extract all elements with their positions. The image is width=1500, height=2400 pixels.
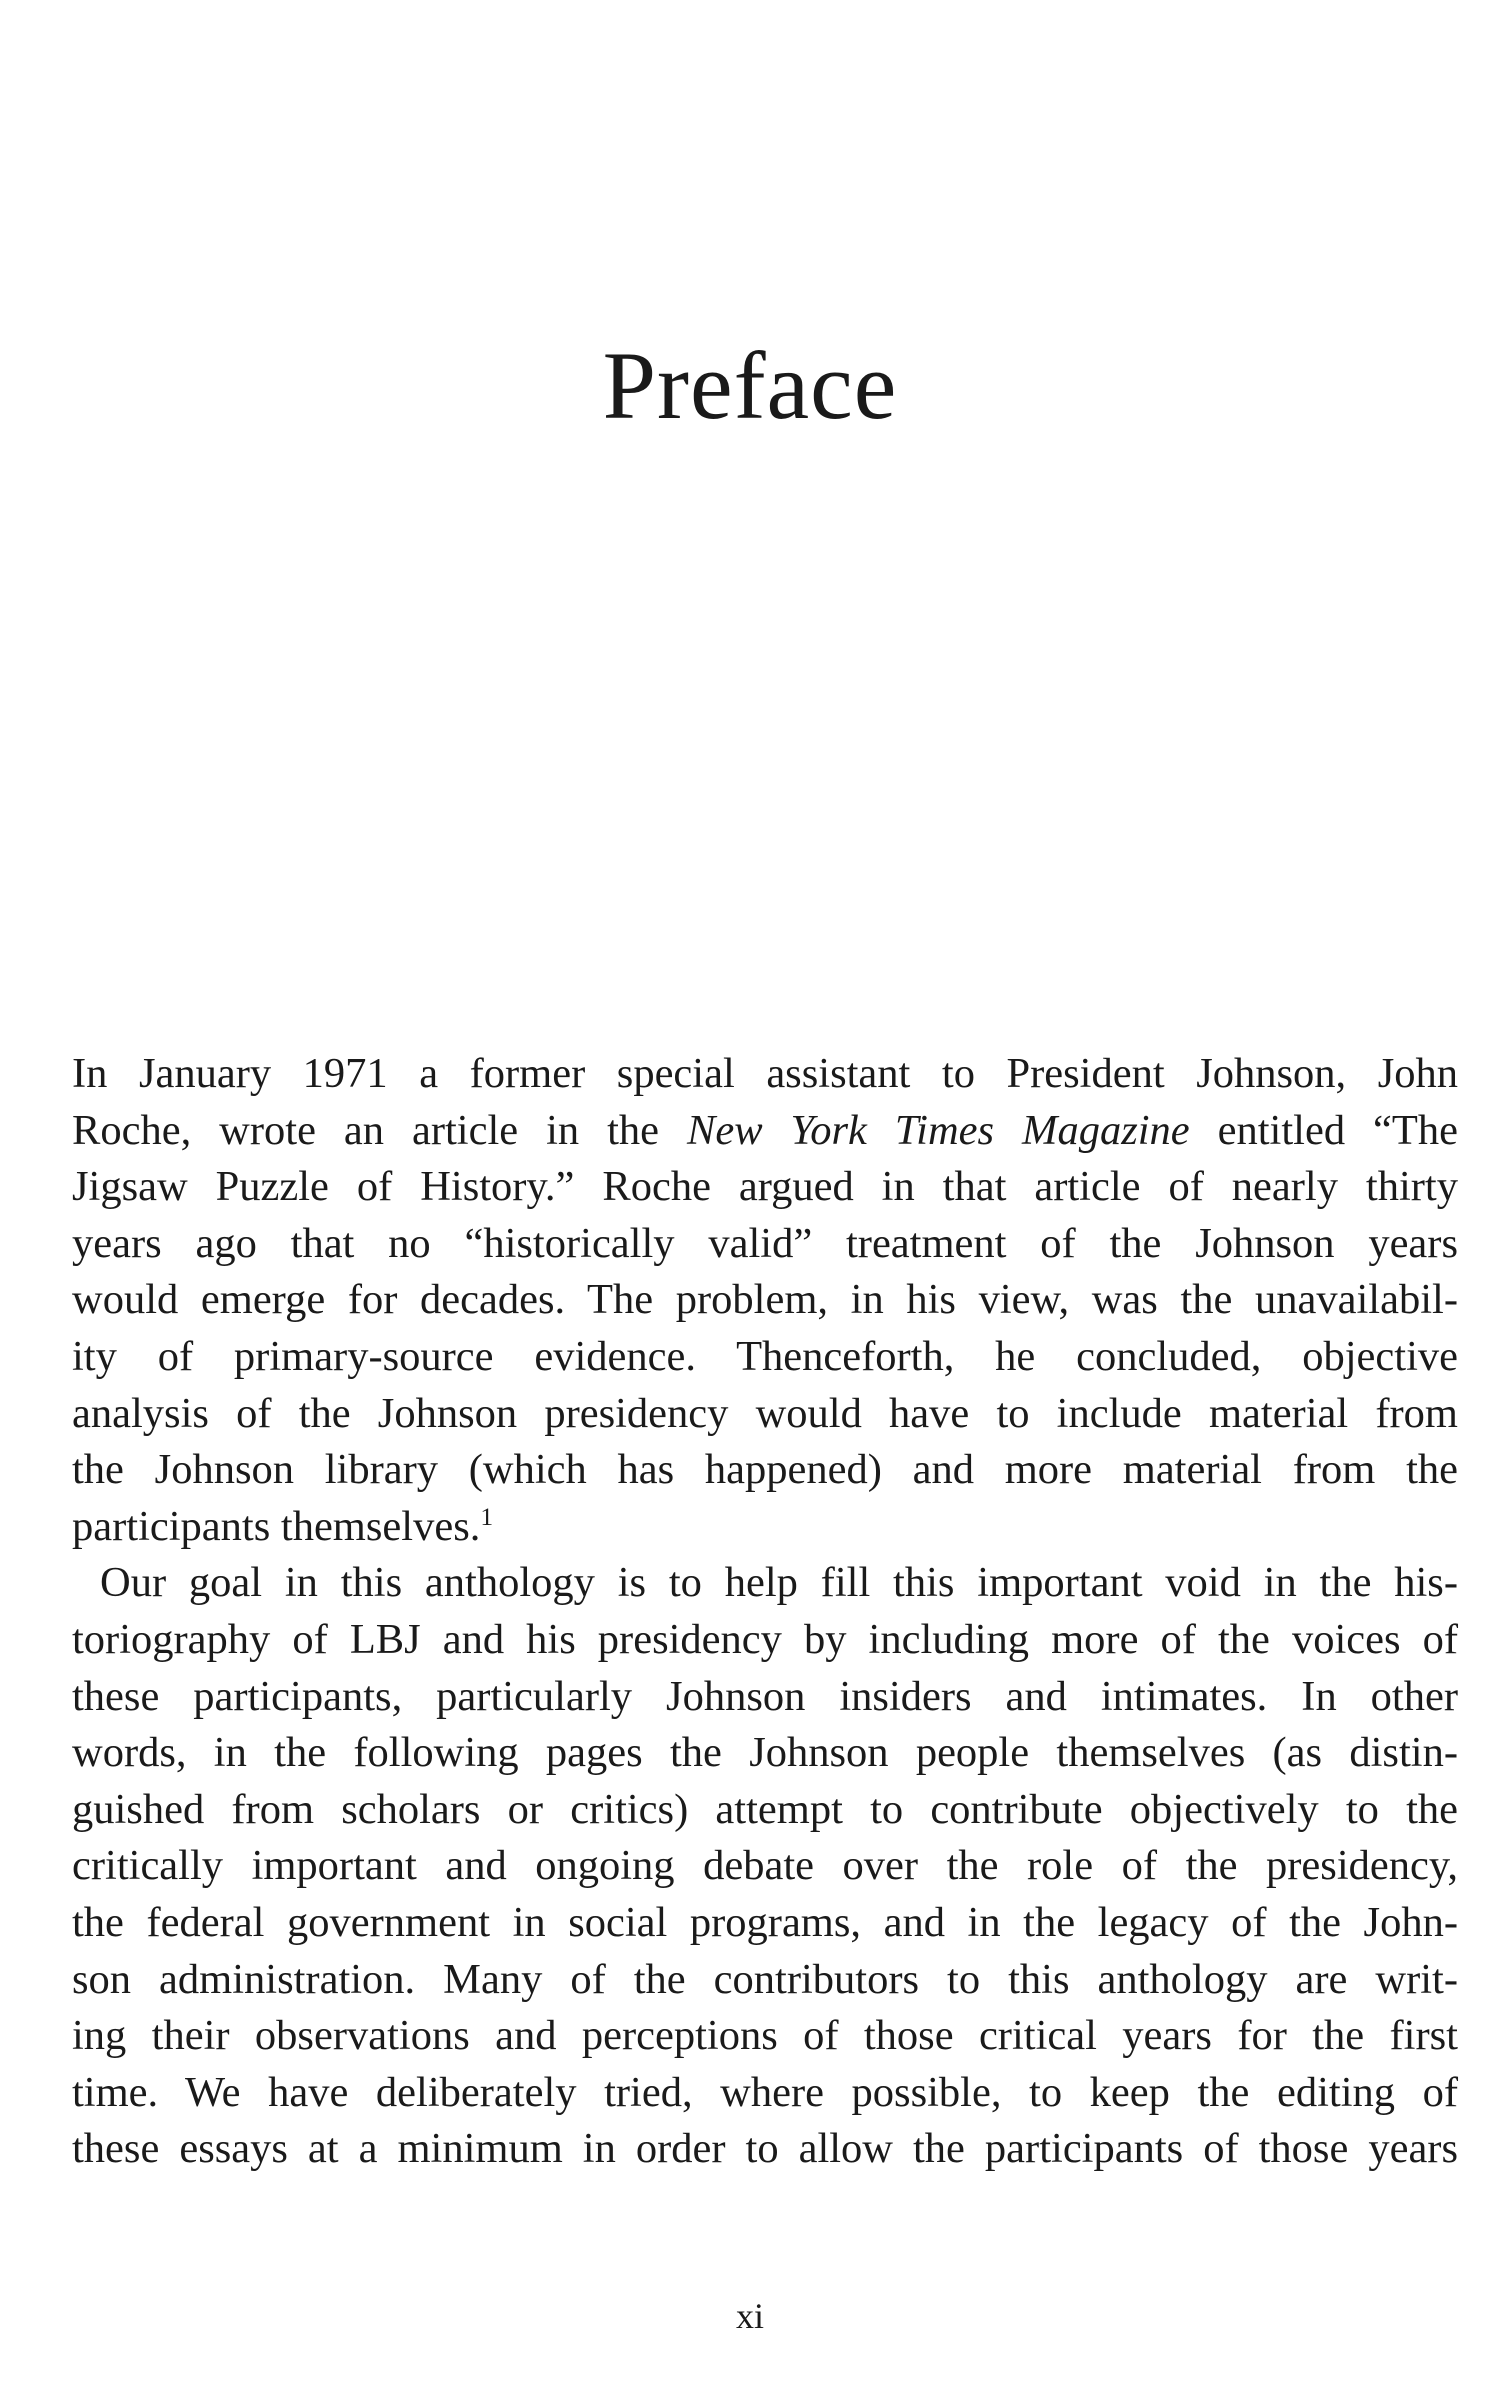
- text-line: Our goal in this anthology is to help fill this important void in the his-: [100, 1559, 1458, 1607]
- text-line: the Johnson library (which has happened) and more material from the: [72, 1446, 1458, 1494]
- text-line: critically important and ongoing debate over the role of the presidency,: [72, 1842, 1458, 1890]
- text-line: words, in the following pages the Johnson people themselves (as distin-: [72, 1729, 1458, 1777]
- text-line: analysis of the Johnson presidency would have to include material from: [72, 1389, 1458, 1437]
- text-line: Jigsaw Puzzle of History.” Roche argued in that article of nearly thirty: [72, 1163, 1458, 1211]
- text-line: ing their observations and perceptions of those critical years for the first: [72, 2012, 1458, 2060]
- text-line: Roche, wrote an article in the New York Times Magazine entitled “The: [72, 1106, 1458, 1154]
- page-number: xi: [735, 2296, 764, 2336]
- text-line: these participants, particularly Johnson insiders and intimates. In other: [72, 1672, 1458, 1720]
- text-line: the federal government in social programs, and in the legacy of the John-: [72, 1898, 1458, 1946]
- text-line: toriography of LBJ and his presidency by including more of the voices of: [72, 1615, 1458, 1663]
- text-line: guished from scholars or critics) attempt to contribute objectively to the: [72, 1785, 1458, 1833]
- text-line: participants themselves.$^1$: [72, 1501, 494, 1550]
- text-line: ity of primary-source evidence. Thenceforth, he concluded, objective: [72, 1332, 1458, 1380]
- footnote-marker: 1: [480, 1501, 494, 1531]
- text-line: In January 1971 a former special assistant to President Johnson, John: [72, 1050, 1458, 1097]
- text-line: would emerge for decades. The problem, in his view, was the unavailabil-: [72, 1276, 1458, 1324]
- text-line: years ago that no “historically valid” treatment of the Johnson years: [72, 1219, 1458, 1267]
- body-text: [72, 1046, 1458, 2178]
- chapter-title: Preface: [602, 332, 898, 439]
- paragraph-2: [72, 1555, 1458, 2178]
- text-line: son administration. Many of the contributors to this anthology are writ-: [72, 1955, 1458, 2003]
- paragraph-1: [72, 1046, 1458, 1555]
- text-line: these essays at a minimum in order to allow the participants of those years: [72, 2125, 1458, 2173]
- publication-title: New York Times Magazine: [687, 1106, 1190, 1154]
- text-line: time. We have deliberately tried, where possible, to keep the editing of: [72, 2068, 1458, 2116]
